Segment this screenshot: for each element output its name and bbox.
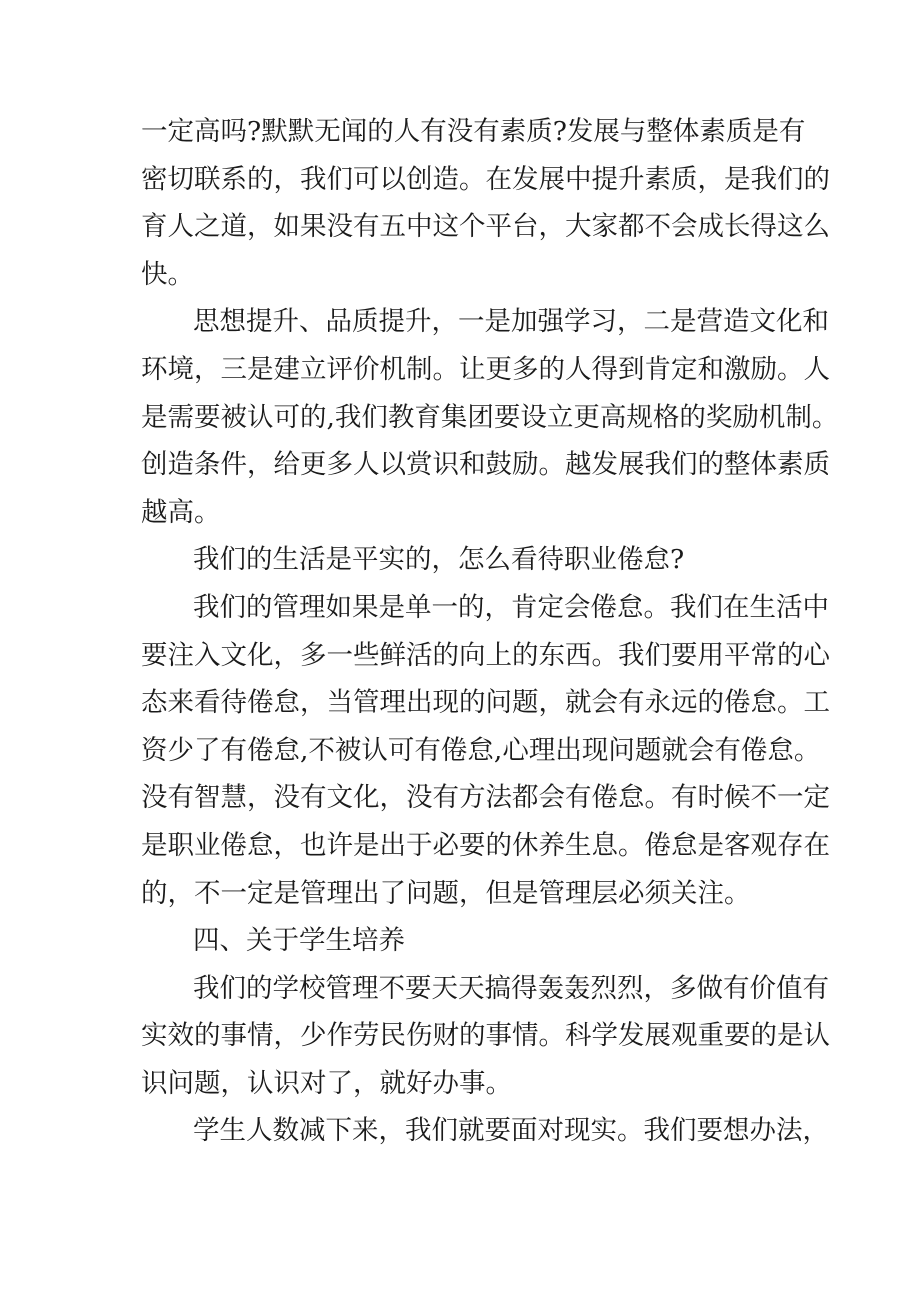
text-line: 没有智慧，没有文化，没有方法都会有倦怠。有时候不一定 [141,782,830,814]
paragraph-first-line: 我们的管理如果是单一的，肯定会倦怠。我们在生活中 [193,591,829,623]
text-line: 是职业倦怠，也许是出于必要的休养生息。倦怠是客观存在 [141,829,830,861]
text-line: 密切联系的，我们可以创造。在发展中提升素质，是我们的 [141,163,830,195]
text-line: 创造条件，给更多人以赏识和鼓励。越发展我们的整体素质 [141,449,830,481]
text-line: 的，不一定是管理出了问题，但是管理层必须关注。 [141,877,751,909]
text-line: 育人之道，如果没有五中这个平台，大家都不会成长得这么 [141,211,830,243]
text-line: 越高。 [141,496,221,528]
text-line: 快。 [141,258,194,290]
text-line: 环境，三是建立评价机制。让更多的人得到肯定和激励。人 [141,353,830,385]
text-line: 资少了有倦怠,不被认可有倦怠,心理出现问题就会有倦怠。 [141,734,821,766]
paragraph-first-line: 思想提升、品质提升，一是加强学习，二是营造文化和 [193,306,829,338]
paragraph-first-line: 学生人数减下来，我们就要面对现实。我们要想办法， [193,1115,829,1147]
text-line: 实效的事情，少作劳民伤财的事情。科学发展观重要的是认 [141,1020,830,1052]
text-line: 要注入文化，多一些鲜活的向上的东西。我们要用平常的心 [141,639,830,671]
question-line: 我们的生活是平实的，怎么看待职业倦怠? [193,544,685,576]
text-line: 是需要被认可的,我们教育集团要设立更高规格的奖励机制。 [141,401,839,433]
document-body [141,108,839,1155]
text-line: 一定高吗?默默无闻的人有没有素质?发展与整体素质是有 [141,116,806,147]
section-heading: 四、关于学生培养 [193,925,405,957]
text-line: 态来看待倦怠，当管理出现的问题，就会有永远的倦怠。工 [141,687,830,719]
text-line: 识问题，认识对了，就好办事。 [141,1067,512,1099]
paragraph-first-line: 我们的学校管理不要天天搞得轰轰烈烈，多做有价值有 [193,972,829,1004]
